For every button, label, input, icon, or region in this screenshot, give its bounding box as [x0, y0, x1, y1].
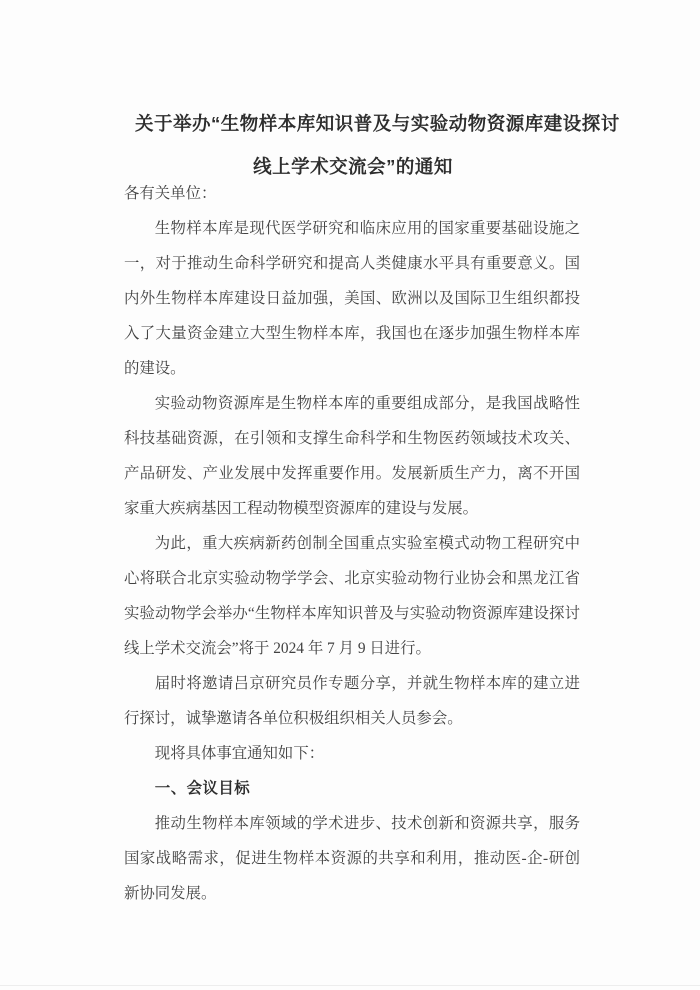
document-title-line-2: 线上学术交流会”的通知: [253, 156, 453, 177]
paragraph-meeting-goal-body: 推动生物样本库领域的学术进步、技术创新和资源共享，服务国家战略需求，促进生物样本资源的共享和利用，推动医-企-研创新协同发展。: [124, 815, 580, 902]
paragraph-organizers-and-date: 为此，重大疾病新药创制全国重点实验室模式动物工程研究中心将联合北京实验动物学学会、北京实验动物行业协会和黑龙江省实验动物学会举办“生物样本库知识普及与实验动物资源库建设探讨线上学术交流会”将于 2024 年 7 月 9 日进行。: [124, 535, 580, 657]
salutation: 各有关单位：: [124, 185, 217, 202]
document-title: [124, 102, 620, 188]
section-heading-meeting-goal: 一、会议目标: [154, 780, 251, 797]
paragraph-invitation: 届时将邀请吕京研究员作专题分享，并就生物样本库的建立进行探讨，诚挚邀请各单位积极组织相关人员参会。: [124, 675, 580, 727]
scan-page-bottom-edge: [0, 985, 700, 986]
paragraph-lab-animal-resource: 实验动物资源库是生物样本库的重要组成部分，是我国战略性科技基础资源，在引领和支撑生命科学和生物医药领域技术攻关、产品研发、产业发展中发挥重要作用。发展新质生产力，离不开国家重大疾病基因工程动物模型资源库的建设与发展。: [124, 395, 580, 517]
paragraph-biobank-intro: 生物样本库是现代医学研究和临床应用的国家重要基础设施之一，对于推动生命科学研究和提高人类健康水平具有重要意义。国内外生物样本库建设日益加强，美国、欧洲以及国际卫生组织都投入了大量资金建立大型生物样本库，我国也在逐步加强生物样本库的建设。: [124, 220, 580, 377]
document-title-line-1: 关于举办“生物样本库知识普及与实验动物资源库建设探讨: [135, 113, 620, 134]
paragraph-notice-lead-in: 现将具体事宜通知如下：: [154, 745, 325, 762]
